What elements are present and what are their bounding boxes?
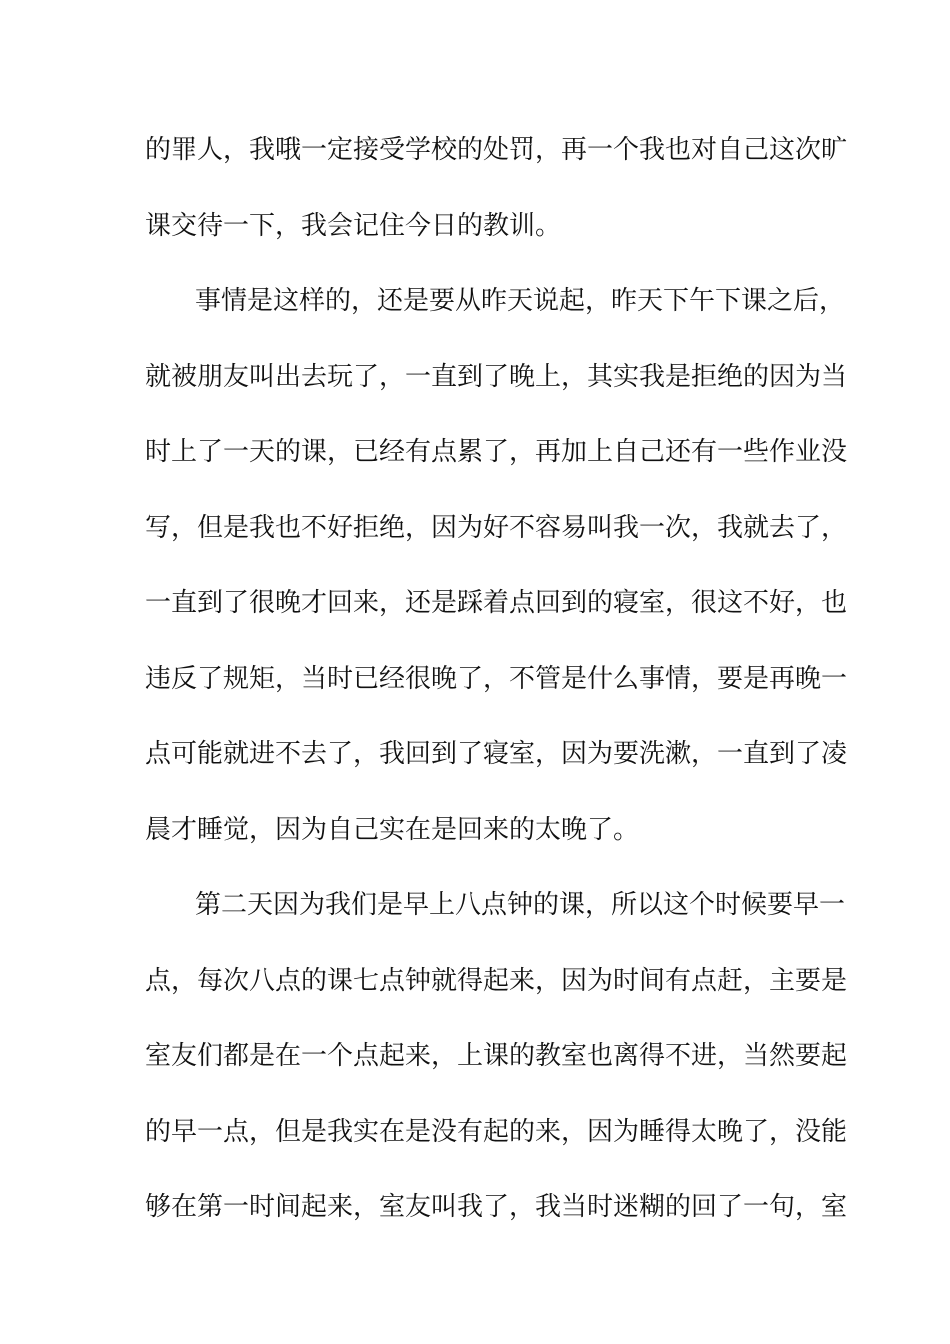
text-line: 课交待一下，我会记住今日的教训。 [145,210,562,241]
text-line: 晨才睡觉，因为自己实在是回来的太晚了。 [145,814,640,845]
text-line: 点可能就进不去了，我回到了寝室，因为要洗漱，一直到了凌 [145,739,848,769]
paragraph-start-line: 事情是这样的，还是要从昨天说起，昨天下午下课之后， [195,286,846,316]
text-line: 的早一点，但是我实在是没有起的来，因为睡得太晚了，没能 [145,1116,848,1147]
paragraph-start-line: 第二天因为我们是早上八点钟的课，所以这个时候要早一 [195,890,846,920]
text-line: 室友们都是在一个点起来，上课的教室也离得不进，当然要起 [145,1041,848,1071]
body-text [145,128,848,1261]
text-line: 点，每次八点的课七点钟就得起来，因为时间有点赶，主要是 [145,965,848,996]
text-line: 写，但是我也不好拒绝，因为好不容易叫我一次，我就去了， [145,512,848,543]
text-line: 够在第一时间起来，室友叫我了，我当时迷糊的回了一句，室 [145,1192,848,1222]
text-line: 的罪人，我哦一定接受学校的处罚，再一个我也对自己这次旷 [145,135,848,165]
text-line: 违反了规矩，当时已经很晚了，不管是什么事情，要是再晚一 [145,663,848,694]
text-line: 时上了一天的课，已经有点累了，再加上自己还有一些作业没 [145,437,848,467]
text-line: 就被朋友叫出去玩了，一直到了晚上，其实我是拒绝的因为当 [145,361,848,392]
text-line: 一直到了很晚才回来，还是踩着点回到的寝室，很这不好，也 [145,588,848,618]
